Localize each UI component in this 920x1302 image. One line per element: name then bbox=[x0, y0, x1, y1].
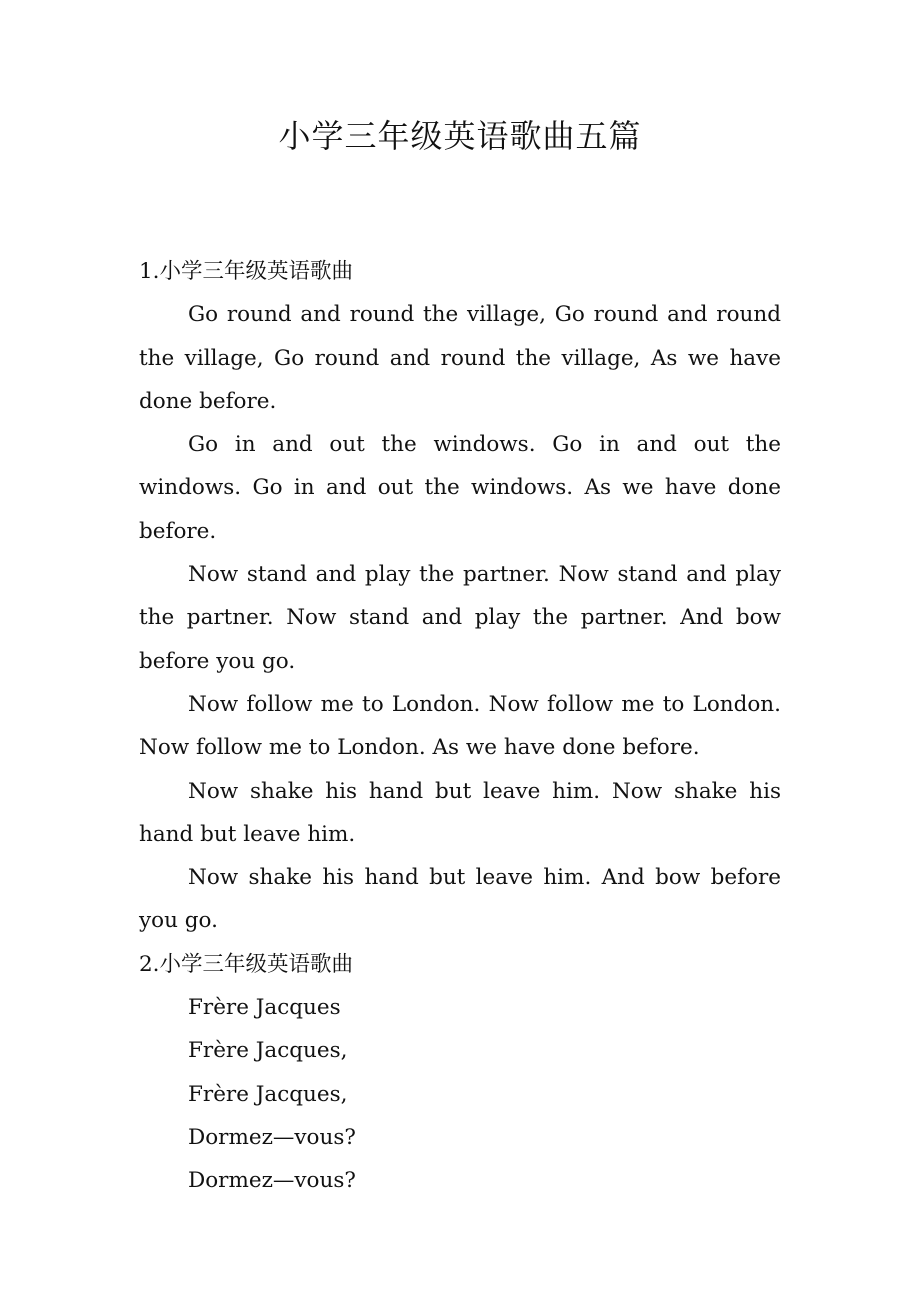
lyric-line: Frère Jacques, bbox=[188, 1081, 348, 1107]
section-2-heading: 2.小学三年级英语歌曲 bbox=[139, 951, 354, 977]
section-1-heading: 1.小学三年级英语歌曲 bbox=[139, 259, 354, 284]
lyric-line: Frère Jacques bbox=[188, 995, 341, 1021]
lyric-line: Frère Jacques, bbox=[188, 1038, 348, 1064]
document-body bbox=[139, 250, 781, 1203]
lyric-line: Dormez—vous? bbox=[188, 1124, 356, 1150]
paragraph: Now shake his hand but leave him. And bow before you go. bbox=[139, 865, 781, 934]
paragraph: Go round and round the village, Go round and round the village, Go round and round the village, As we have done before. bbox=[139, 302, 781, 414]
paragraph: Now follow me to London. Now follow me to London. Now follow me to London. As we have done before. bbox=[139, 691, 781, 761]
paragraph: Now stand and play the partner. Now stand and play the partner. Now stand and play the partner. And bow before you go. bbox=[139, 562, 781, 674]
paragraph: Now shake his hand but leave him. Now shake his hand but leave him. bbox=[139, 778, 781, 847]
document-title: 小学三年级英语歌曲五篇 bbox=[278, 117, 642, 155]
lyric-line: Dormez—vous? bbox=[188, 1168, 356, 1194]
paragraph: Go in and out the windows. Go in and out the windows. Go in and out the windows. As we have done before. bbox=[139, 432, 781, 544]
